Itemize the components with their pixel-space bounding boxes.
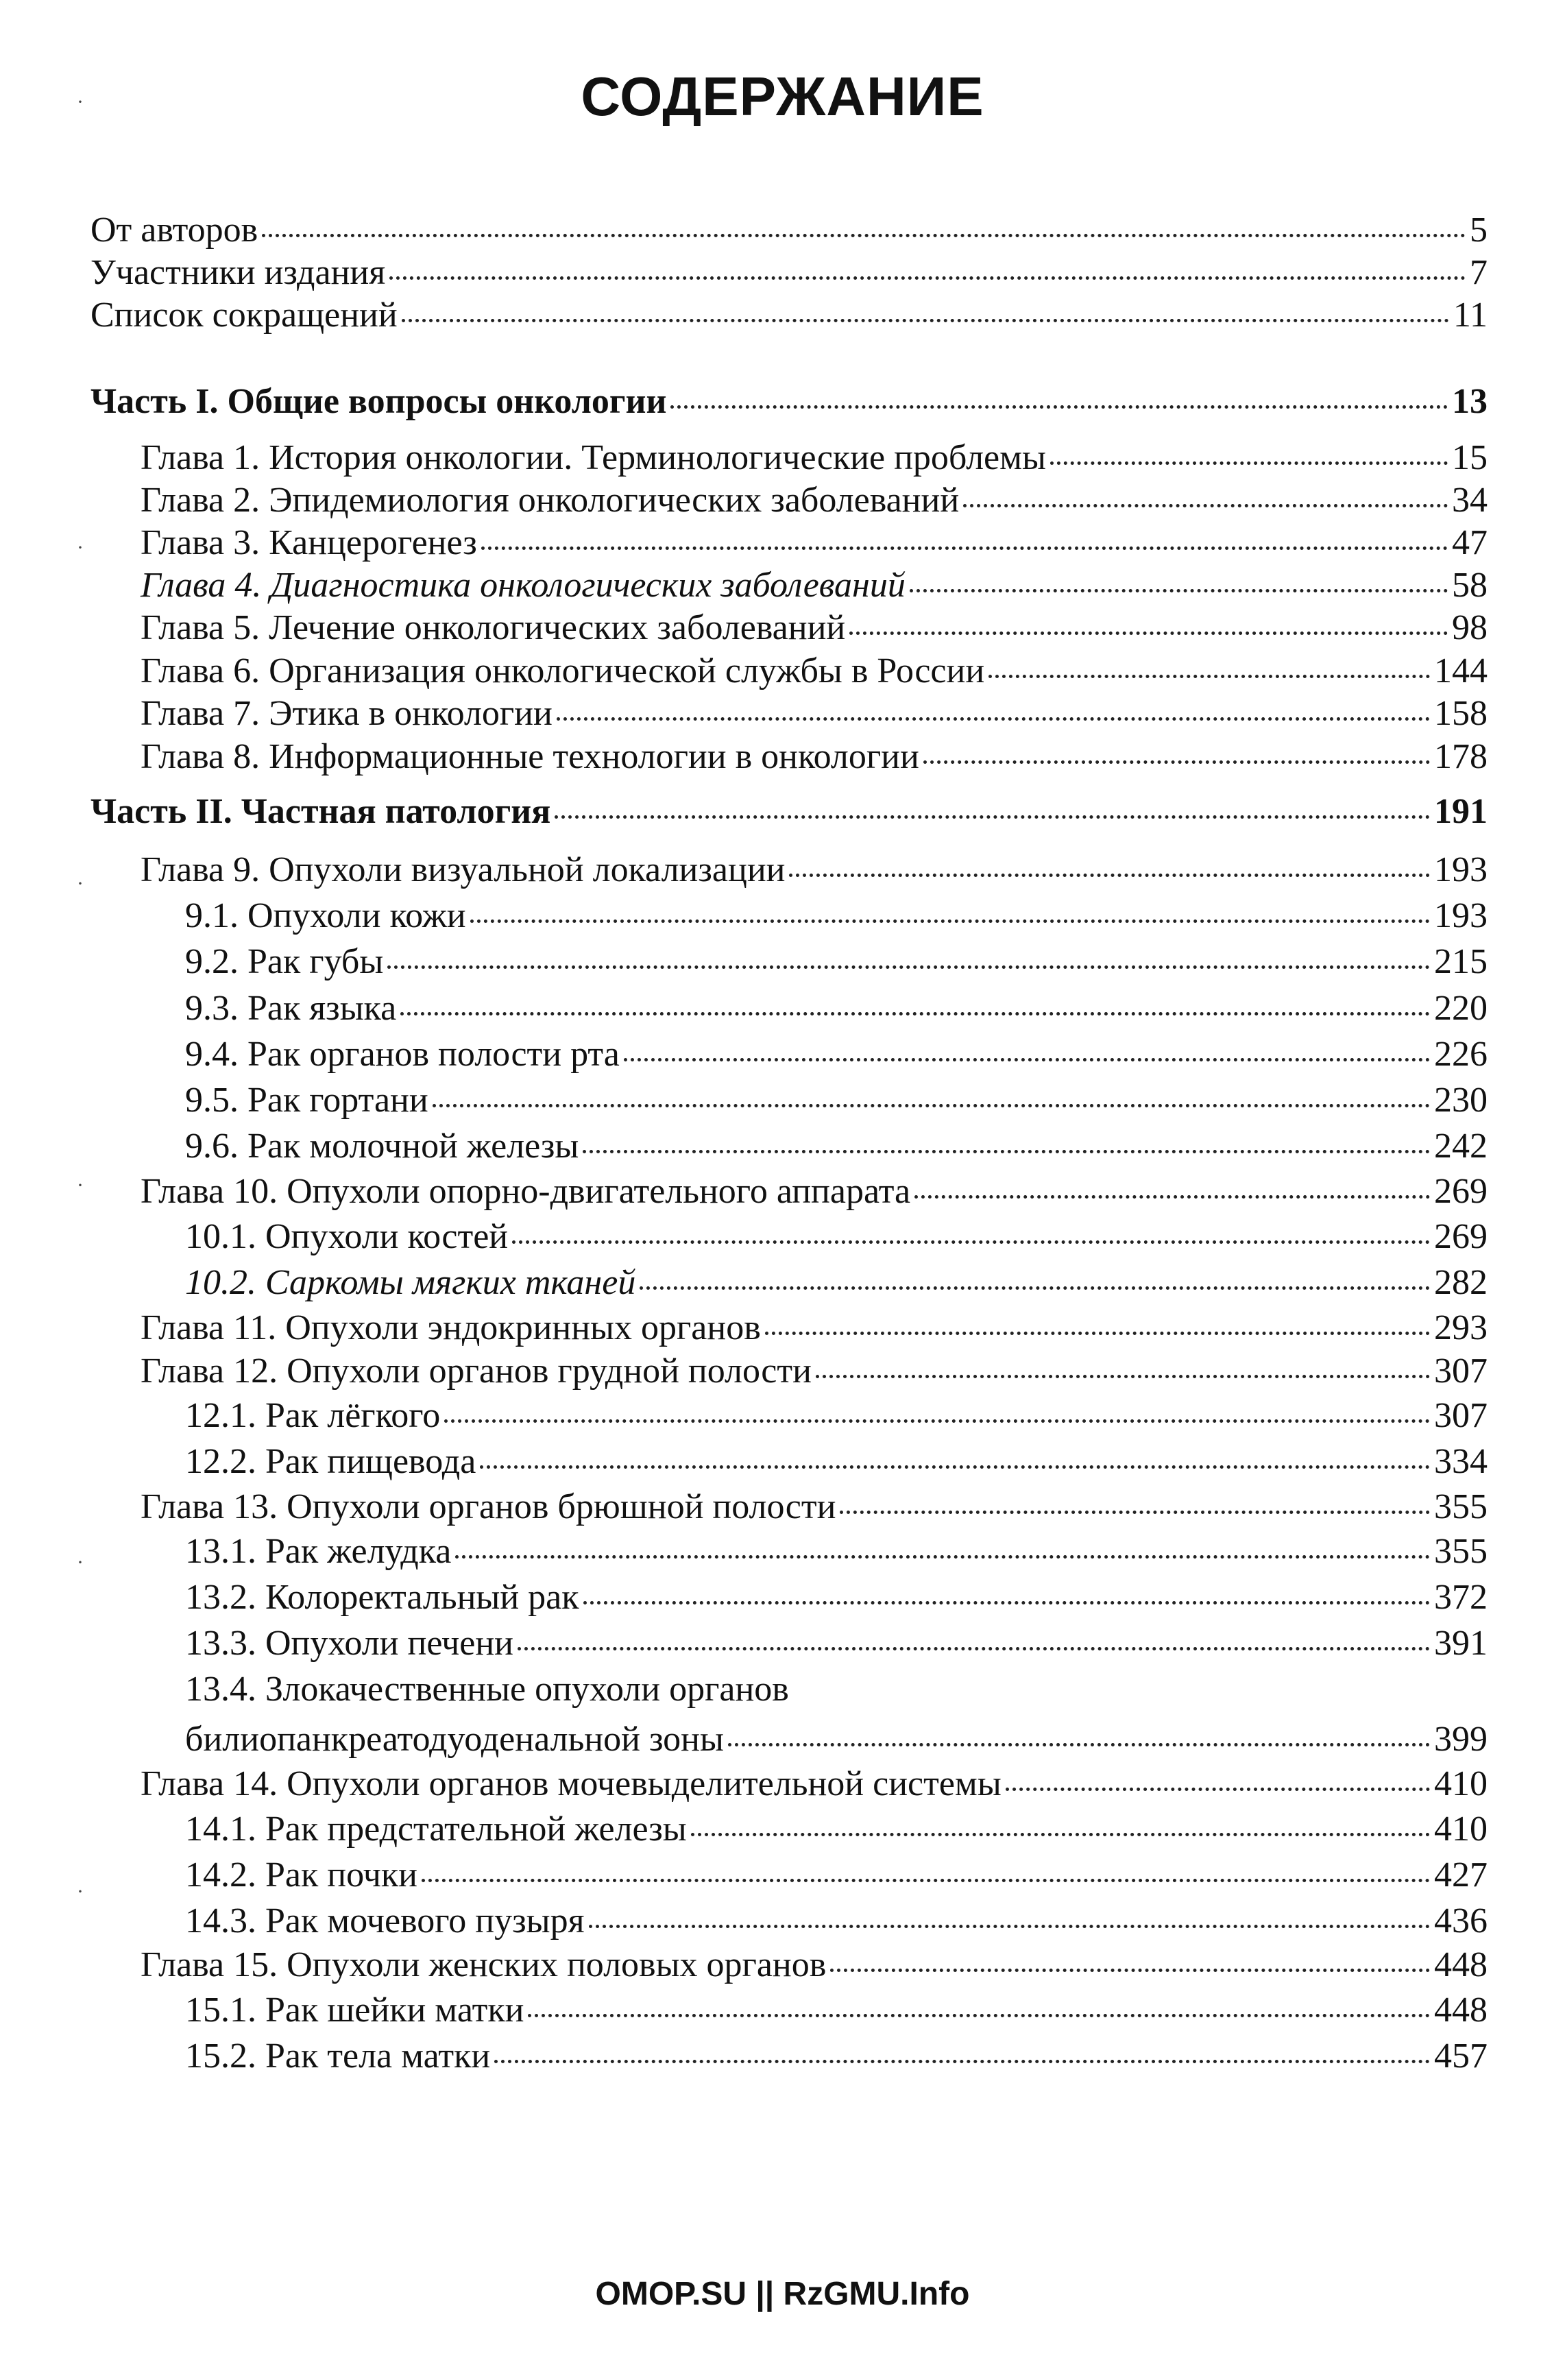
toc-entry-page: 269 bbox=[1434, 1172, 1488, 1211]
leader-dots bbox=[830, 1969, 1430, 1972]
toc-entry-title: Часть I. Общие вопросы онкологии bbox=[90, 382, 667, 421]
toc-section-9-2[interactable] bbox=[0, 941, 1565, 983]
toc-entry-title: 9.4. Рак органов полости рта bbox=[185, 1035, 620, 1074]
toc-entry-title: 13.3. Опухоли печени bbox=[185, 1624, 513, 1663]
toc-chapter-13[interactable] bbox=[0, 1486, 1565, 1528]
toc-entry-page: 7 bbox=[1470, 253, 1488, 292]
toc-entry-page: 410 bbox=[1434, 1764, 1488, 1803]
toc-entry-title: Глава 8. Информационные технологии в онкологии bbox=[141, 737, 919, 776]
toc-chapter-8[interactable] bbox=[0, 736, 1565, 778]
toc-chapter-3[interactable] bbox=[0, 522, 1565, 564]
scan-artifact: · bbox=[77, 1880, 84, 1903]
toc-entry-title: 15.1. Рак шейки матки bbox=[185, 1991, 524, 2030]
toc-chapter-6[interactable] bbox=[0, 650, 1565, 693]
toc-entry-title: Глава 12. Опухоли органов грудной полости bbox=[141, 1351, 812, 1391]
toc-entry-title: 15.2. Рак тела матки bbox=[185, 2036, 491, 2076]
toc-entry-page: 5 bbox=[1470, 211, 1488, 250]
toc-entry-page: 410 bbox=[1434, 1810, 1488, 1849]
toc-section-13-2[interactable] bbox=[0, 1576, 1565, 1619]
toc-entry-title: 14.2. Рак почки bbox=[185, 1855, 417, 1895]
leader-dots bbox=[923, 760, 1430, 764]
toc-entry-title: 13.1. Рак желудка bbox=[185, 1532, 452, 1571]
toc-chapter-7[interactable] bbox=[0, 693, 1565, 735]
toc-section-15-2[interactable] bbox=[0, 2035, 1565, 2078]
toc-chapter-12[interactable] bbox=[0, 1350, 1565, 1393]
leader-dots bbox=[840, 1511, 1430, 1514]
leader-dots bbox=[455, 1555, 1430, 1559]
leader-dots bbox=[816, 1375, 1430, 1378]
toc-entry-title: 14.3. Рак мочевого пузыря bbox=[185, 1901, 585, 1940]
toc-entry-page: 178 bbox=[1434, 737, 1488, 776]
toc-entry-title: 12.2. Рак пищевода bbox=[185, 1442, 476, 1481]
toc-section-9-3[interactable] bbox=[0, 987, 1565, 1030]
toc-section-14-1[interactable] bbox=[0, 1808, 1565, 1851]
toc-entry-title: Часть II. Частная патология bbox=[90, 792, 551, 831]
toc-entry-page: 427 bbox=[1434, 1855, 1488, 1895]
toc-section-9-1[interactable] bbox=[0, 895, 1565, 937]
leader-dots bbox=[389, 276, 1466, 280]
toc-entry-title: 13.2. Колоректальный рак bbox=[185, 1578, 579, 1617]
toc-entry-title: Глава 1. История онкологии. Терминологические проблемы bbox=[141, 438, 1046, 477]
toc-entry-page: 436 bbox=[1434, 1901, 1488, 1940]
footer-watermark: OMOP.SU || RzGMU.Info bbox=[595, 2276, 970, 2312]
toc-entry-page: 220 bbox=[1434, 989, 1488, 1028]
toc-section-12-2[interactable] bbox=[0, 1441, 1565, 1483]
toc-entry-page: 448 bbox=[1434, 1991, 1488, 2030]
toc-entry-title: 10.2. Саркомы мягких тканей bbox=[185, 1263, 636, 1302]
toc-entry-page: 191 bbox=[1434, 792, 1488, 831]
leader-dots bbox=[555, 815, 1430, 819]
leader-dots bbox=[728, 1743, 1430, 1746]
leader-dots bbox=[433, 1104, 1430, 1107]
page-title: СОДЕРЖАНИЕ bbox=[581, 66, 984, 127]
toc-entry-page: 372 bbox=[1434, 1578, 1488, 1617]
leader-dots bbox=[963, 504, 1448, 507]
toc-section-9-6[interactable] bbox=[0, 1125, 1565, 1168]
leader-dots bbox=[583, 1601, 1430, 1604]
leader-dots bbox=[765, 1332, 1430, 1335]
leader-dots bbox=[988, 675, 1430, 678]
scan-artifact: · bbox=[77, 1174, 84, 1197]
toc-entry-page: 34 bbox=[1452, 481, 1488, 520]
toc-chapter-10[interactable] bbox=[0, 1170, 1565, 1213]
leader-dots bbox=[557, 717, 1430, 721]
toc-entry-page: 13 bbox=[1452, 382, 1488, 421]
toc-entry-page: 144 bbox=[1434, 651, 1488, 690]
leader-dots bbox=[589, 1925, 1430, 1928]
toc-section-9-4[interactable] bbox=[0, 1033, 1565, 1076]
toc-chapter-9[interactable] bbox=[0, 849, 1565, 895]
toc-entry-title: 9.3. Рак языка bbox=[185, 989, 397, 1028]
toc-entry-page: 230 bbox=[1434, 1081, 1488, 1120]
toc-entry-page: 47 bbox=[1452, 523, 1488, 562]
toc-entry-title: От авторов bbox=[90, 211, 258, 250]
scan-artifact: · bbox=[77, 91, 84, 113]
leader-dots bbox=[789, 874, 1430, 877]
toc-entry-title: 10.1. Опухоли костей bbox=[185, 1217, 509, 1256]
toc-chapter-15[interactable] bbox=[0, 1944, 1565, 1986]
toc-chapter-4[interactable] bbox=[0, 564, 1565, 607]
toc-entry-title: Глава 5. Лечение онкологических заболеваний bbox=[141, 608, 846, 647]
toc-entry-contributors[interactable] bbox=[0, 252, 1565, 294]
toc-entry-title: 9.2. Рак губы bbox=[185, 942, 384, 981]
leader-dots bbox=[512, 1240, 1430, 1244]
toc-section-10-2[interactable] bbox=[0, 1262, 1565, 1304]
leader-dots bbox=[387, 965, 1430, 969]
leader-dots bbox=[670, 405, 1448, 409]
toc-entry-title: Глава 3. Канцерогенез bbox=[141, 523, 477, 562]
toc-entry-page: 293 bbox=[1434, 1308, 1488, 1347]
toc-entry-page: 307 bbox=[1434, 1396, 1488, 1435]
toc-entry-page: 193 bbox=[1434, 850, 1488, 889]
toc-entry-title: билиопанкреатодуоденальной зоны bbox=[185, 1720, 724, 1759]
toc-entry-abbreviations[interactable] bbox=[0, 294, 1565, 337]
toc-section-14-2[interactable] bbox=[0, 1854, 1565, 1903]
leader-dots bbox=[494, 2060, 1430, 2063]
toc-entry-title: 9.5. Рак гортани bbox=[185, 1081, 428, 1120]
toc-entry-title: Глава 15. Опухоли женских половых органов bbox=[141, 1945, 827, 1984]
toc-entry-title: Глава 13. Опухоли органов брюшной полости bbox=[141, 1487, 836, 1526]
leader-dots bbox=[691, 1833, 1430, 1836]
toc-entry-page: 98 bbox=[1452, 608, 1488, 647]
leader-dots bbox=[518, 1647, 1430, 1650]
toc-entry-page: 355 bbox=[1434, 1487, 1488, 1526]
leader-dots bbox=[1050, 461, 1448, 465]
leader-dots bbox=[640, 1286, 1430, 1290]
toc-entry-title: Глава 6. Организация онкологической службы в России bbox=[141, 651, 985, 690]
toc-entry-title: Глава 10. Опухоли опорно-двигательного аппарата bbox=[141, 1172, 911, 1211]
toc-part-1[interactable] bbox=[0, 381, 1565, 423]
toc-section-14-3[interactable] bbox=[0, 1900, 1565, 1943]
toc-entry-page: 457 bbox=[1434, 2036, 1488, 2076]
leader-dots bbox=[849, 632, 1448, 635]
toc-entry-page: 307 bbox=[1434, 1351, 1488, 1391]
toc-entry-title: Глава 11. Опухоли эндокринных органов bbox=[141, 1308, 761, 1347]
leader-dots bbox=[262, 234, 1466, 237]
toc-section-9-5[interactable] bbox=[0, 1079, 1565, 1122]
toc-entry-title: 9.6. Рак молочной железы bbox=[185, 1127, 579, 1166]
toc-entry-page: 269 bbox=[1434, 1217, 1488, 1256]
toc-entry-page: 391 bbox=[1434, 1624, 1488, 1663]
toc-entry-page: 399 bbox=[1434, 1720, 1488, 1759]
toc-part-2[interactable] bbox=[0, 791, 1565, 833]
toc-chapter-5[interactable] bbox=[0, 607, 1565, 649]
toc-entry-title: Глава 7. Этика в онкологии bbox=[141, 694, 553, 733]
toc-section-10-1[interactable] bbox=[0, 1216, 1565, 1258]
leader-dots bbox=[910, 589, 1448, 592]
toc-entry-page: 282 bbox=[1434, 1263, 1488, 1302]
toc-chapter-14[interactable] bbox=[0, 1763, 1565, 1805]
toc-section-12-1[interactable] bbox=[0, 1395, 1565, 1437]
toc-entry-page: 334 bbox=[1434, 1442, 1488, 1481]
leader-dots bbox=[583, 1150, 1430, 1153]
toc-entry-page: 215 bbox=[1434, 942, 1488, 981]
toc-entry-title: Глава 4. Диагностика онкологических заболеваний bbox=[141, 566, 906, 605]
leader-dots bbox=[400, 1012, 1430, 1015]
toc-section-13-1[interactable] bbox=[0, 1530, 1565, 1573]
toc-entry-page: 11 bbox=[1453, 296, 1488, 335]
leader-dots bbox=[422, 1879, 1430, 1882]
leader-dots bbox=[402, 319, 1449, 322]
toc-entry-from-authors[interactable] bbox=[0, 209, 1565, 252]
toc-entry-page: 15 bbox=[1452, 438, 1488, 477]
toc-entry-title: Участники издания bbox=[90, 253, 386, 292]
leader-dots bbox=[444, 1419, 1430, 1423]
toc-entry-title: 9.1. Опухоли кожи bbox=[185, 896, 466, 935]
scan-artifact: · bbox=[77, 1551, 84, 1574]
leader-dots bbox=[481, 546, 1448, 550]
toc-entry-title: Глава 9. Опухоли визуальной локализации bbox=[141, 850, 786, 889]
toc-entry-page: 58 bbox=[1452, 566, 1488, 605]
toc-chapter-11[interactable] bbox=[0, 1307, 1565, 1349]
toc-entry-page: 355 bbox=[1434, 1532, 1488, 1571]
leader-dots bbox=[1006, 1788, 1430, 1791]
toc-entry-title: 12.1. Рак лёгкого bbox=[185, 1396, 441, 1435]
toc-section-13-3[interactable] bbox=[0, 1622, 1565, 1665]
scan-artifact: · bbox=[77, 872, 84, 895]
toc-entry-page: 242 bbox=[1434, 1127, 1488, 1166]
leader-dots bbox=[528, 2014, 1430, 2017]
toc-entry-page: 193 bbox=[1434, 896, 1488, 935]
toc-section-13-4-line1[interactable]: 13.4. Злокачественные опухоли органов bbox=[185, 1670, 789, 1709]
leader-dots bbox=[480, 1465, 1430, 1469]
leader-dots bbox=[470, 919, 1430, 923]
toc-entry-title: Список сокращений bbox=[90, 296, 398, 335]
toc-entry-page: 226 bbox=[1434, 1035, 1488, 1074]
leader-dots bbox=[914, 1195, 1430, 1199]
toc-entry-title: 14.1. Рак предстательной железы bbox=[185, 1810, 687, 1849]
toc-entry-page: 158 bbox=[1434, 694, 1488, 733]
toc-chapter-1[interactable] bbox=[0, 437, 1565, 479]
toc-section-15-1[interactable] bbox=[0, 1989, 1565, 2032]
toc-chapter-2[interactable] bbox=[0, 479, 1565, 522]
toc-entry-title: Глава 14. Опухоли органов мочевыделительной системы bbox=[141, 1764, 1002, 1803]
leader-dots bbox=[624, 1058, 1430, 1061]
toc-entry-title: Глава 2. Эпидемиология онкологических заболеваний bbox=[141, 481, 960, 520]
scan-artifact: · bbox=[77, 536, 84, 559]
toc-section-13-4[interactable] bbox=[0, 1718, 1565, 1761]
toc-entry-page: 448 bbox=[1434, 1945, 1488, 1984]
